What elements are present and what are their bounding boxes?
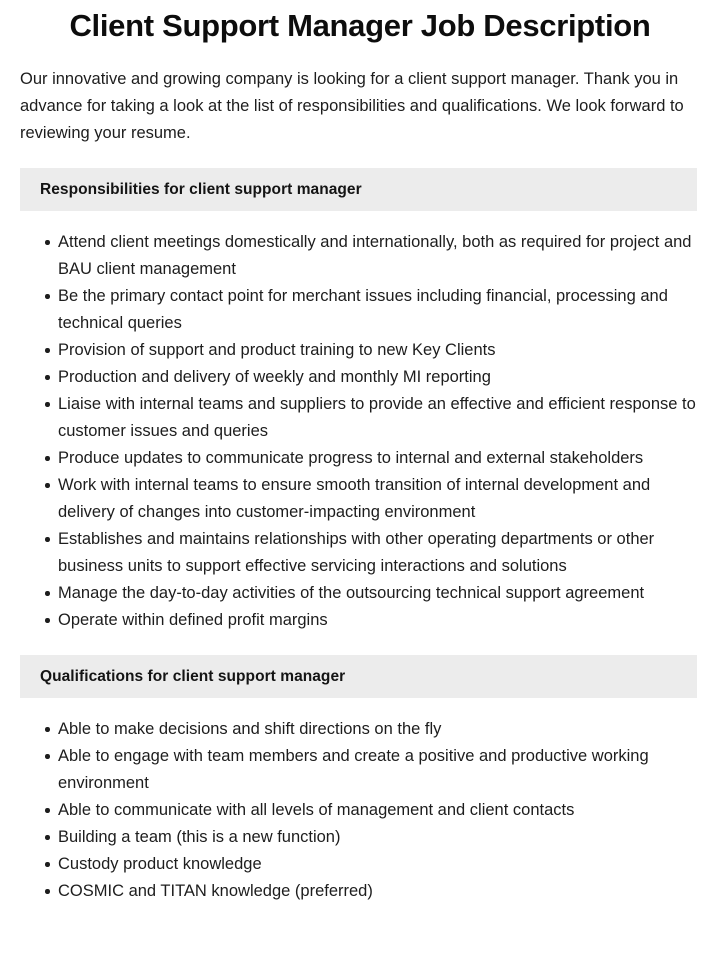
- list-item: Able to communicate with all levels of management and client contacts: [58, 797, 697, 824]
- list-item: Custody product knowledge: [58, 851, 697, 878]
- section-header-responsibilities: [20, 168, 697, 211]
- page-title: Client Support Manager Job Description: [69, 8, 651, 43]
- section-header-qualifications: [20, 655, 697, 698]
- list-item: Production and delivery of weekly and monthly MI reporting: [58, 364, 697, 391]
- list-item: COSMIC and TITAN knowledge (preferred): [58, 878, 697, 905]
- list-item: Establishes and maintains relationships with other operating departments or other business units to support effective servicing interactions and solutions: [58, 526, 697, 580]
- list-item: Provision of support and product training to new Key Clients: [58, 337, 697, 364]
- list-item: Be the primary contact point for merchant issues including financial, processing and technical queries: [58, 283, 697, 337]
- list-item: Able to make decisions and shift directions on the fly: [58, 716, 697, 743]
- section-title-qualifications: Qualifications for client support manager: [40, 667, 346, 685]
- list-item: Manage the day-to-day activities of the outsourcing technical support agreement: [58, 580, 697, 607]
- section-title-responsibilities: Responsibilities for client support manager: [40, 180, 362, 198]
- list-item: Produce updates to communicate progress to internal and external stakeholders: [58, 445, 697, 472]
- list-item: Attend client meetings domestically and internationally, both as required for project and BAU client management: [58, 229, 697, 283]
- qualifications-list: [0, 698, 720, 905]
- intro-paragraph: Our innovative and growing company is looking for a client support manager. Thank you in advance for taking a look at the list of responsibilities and qualifications. We look forward to reviewing your resume.: [20, 70, 684, 142]
- responsibilities-list: [0, 211, 720, 634]
- list-item: Building a team (this is a new function): [58, 824, 697, 851]
- list-item: Work with internal teams to ensure smooth transition of internal development and delivery of changes into customer-impacting environment: [58, 472, 697, 526]
- list-item: Operate within defined profit margins: [58, 607, 697, 634]
- list-item: Liaise with internal teams and suppliers to provide an effective and efficient response to customer issues and queries: [58, 391, 697, 445]
- list-item: Able to engage with team members and create a positive and productive working environment: [58, 743, 697, 797]
